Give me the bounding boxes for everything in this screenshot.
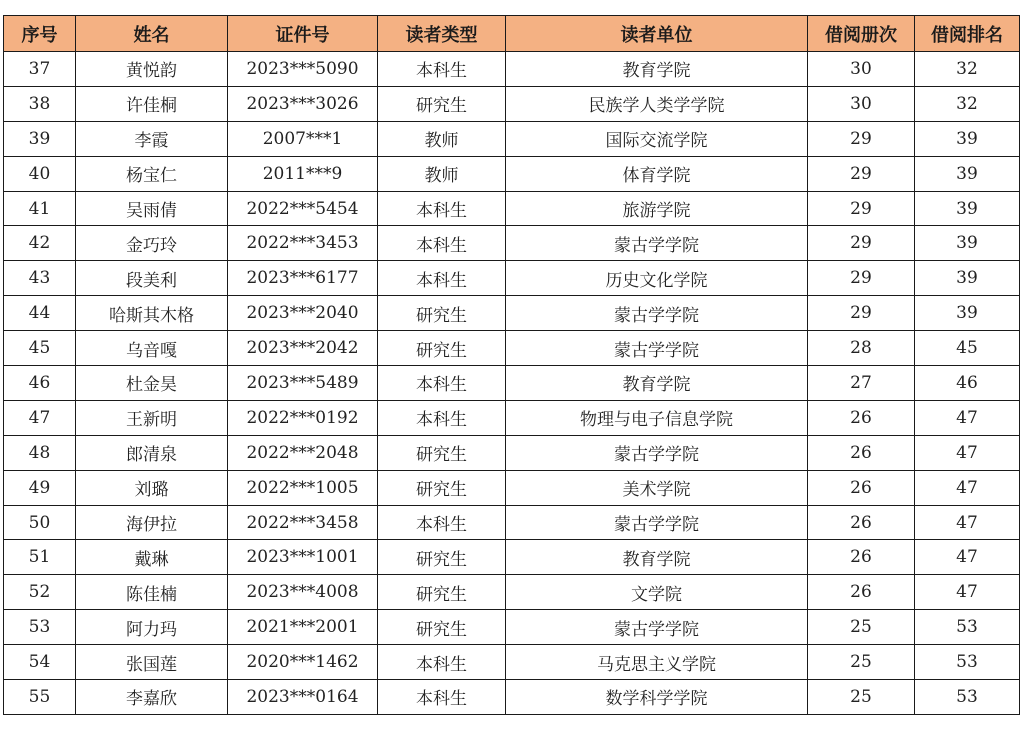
cell-serial: 45 <box>4 331 76 366</box>
cell-borrow-count: 26 <box>808 470 915 505</box>
cell-id-number: 2022***2048 <box>228 435 378 470</box>
cell-id-number: 2023***6177 <box>228 261 378 296</box>
cell-name: 黄悦韵 <box>76 52 228 87</box>
cell-id-number: 2023***3026 <box>228 86 378 121</box>
cell-serial: 49 <box>4 470 76 505</box>
header-row <box>4 16 1020 52</box>
cell-reader-unit: 蒙古学学院 <box>506 296 808 331</box>
cell-name: 段美利 <box>76 261 228 296</box>
cell-reader-type: 研究生 <box>378 470 506 505</box>
cell-reader-type: 本科生 <box>378 680 506 715</box>
cell-name: 杜金昊 <box>76 366 228 401</box>
cell-name: 许佳桐 <box>76 86 228 121</box>
cell-borrow-count: 30 <box>808 86 915 121</box>
cell-reader-unit: 旅游学院 <box>506 191 808 226</box>
cell-borrow-rank: 47 <box>915 505 1020 540</box>
cell-serial: 54 <box>4 645 76 680</box>
cell-reader-unit: 国际交流学院 <box>506 121 808 156</box>
cell-borrow-rank: 53 <box>915 680 1020 715</box>
cell-borrow-rank: 32 <box>915 86 1020 121</box>
cell-name: 哈斯其木格 <box>76 296 228 331</box>
cell-name: 海伊拉 <box>76 505 228 540</box>
cell-serial: 52 <box>4 575 76 610</box>
cell-reader-unit: 蒙古学学院 <box>506 331 808 366</box>
cell-borrow-rank: 32 <box>915 52 1020 87</box>
cell-id-number: 2022***0192 <box>228 400 378 435</box>
cell-serial: 48 <box>4 435 76 470</box>
cell-name: 杨宝仁 <box>76 156 228 191</box>
cell-id-number: 2011***9 <box>228 156 378 191</box>
cell-reader-type: 本科生 <box>378 52 506 87</box>
cell-reader-unit: 蒙古学学院 <box>506 226 808 261</box>
cell-borrow-rank: 47 <box>915 540 1020 575</box>
cell-reader-unit: 体育学院 <box>506 156 808 191</box>
cell-reader-unit: 美术学院 <box>506 470 808 505</box>
cell-id-number: 2022***5454 <box>228 191 378 226</box>
cell-serial: 50 <box>4 505 76 540</box>
cell-serial: 37 <box>4 52 76 87</box>
cell-borrow-count: 26 <box>808 540 915 575</box>
cell-borrow-count: 30 <box>808 52 915 87</box>
cell-name: 李嘉欣 <box>76 680 228 715</box>
cell-reader-unit: 教育学院 <box>506 540 808 575</box>
cell-serial: 53 <box>4 610 76 645</box>
cell-reader-unit: 民族学人类学学院 <box>506 86 808 121</box>
cell-reader-type: 研究生 <box>378 331 506 366</box>
table-row <box>4 226 1020 261</box>
cell-id-number: 2023***1001 <box>228 540 378 575</box>
cell-borrow-count: 28 <box>808 331 915 366</box>
cell-name: 金巧玲 <box>76 226 228 261</box>
cell-borrow-rank: 46 <box>915 366 1020 401</box>
cell-reader-type: 本科生 <box>378 645 506 680</box>
cell-reader-unit: 蒙古学学院 <box>506 610 808 645</box>
cell-reader-unit: 马克思主义学院 <box>506 645 808 680</box>
cell-reader-unit: 历史文化学院 <box>506 261 808 296</box>
cell-reader-type: 本科生 <box>378 191 506 226</box>
cell-serial: 44 <box>4 296 76 331</box>
cell-borrow-rank: 47 <box>915 400 1020 435</box>
cell-reader-type: 本科生 <box>378 261 506 296</box>
table-row <box>4 680 1020 715</box>
table-row <box>4 366 1020 401</box>
cell-reader-unit: 物理与电子信息学院 <box>506 400 808 435</box>
cell-reader-type: 教师 <box>378 156 506 191</box>
cell-serial: 51 <box>4 540 76 575</box>
cell-id-number: 2023***5090 <box>228 52 378 87</box>
table-row <box>4 121 1020 156</box>
table-body <box>4 52 1020 715</box>
cell-name: 阿力玛 <box>76 610 228 645</box>
cell-borrow-rank: 45 <box>915 331 1020 366</box>
cell-id-number: 2023***2040 <box>228 296 378 331</box>
cell-id-number: 2022***1005 <box>228 470 378 505</box>
table-row <box>4 470 1020 505</box>
table-row <box>4 400 1020 435</box>
header-reader-type: 读者类型 <box>378 16 506 52</box>
cell-serial: 41 <box>4 191 76 226</box>
cell-borrow-count: 29 <box>808 296 915 331</box>
table-row <box>4 575 1020 610</box>
cell-borrow-count: 29 <box>808 121 915 156</box>
cell-borrow-rank: 47 <box>915 470 1020 505</box>
cell-serial: 38 <box>4 86 76 121</box>
header-name: 姓名 <box>76 16 228 52</box>
cell-name: 张国莲 <box>76 645 228 680</box>
cell-serial: 39 <box>4 121 76 156</box>
cell-id-number: 2022***3453 <box>228 226 378 261</box>
cell-reader-type: 本科生 <box>378 226 506 261</box>
cell-name: 陈佳楠 <box>76 575 228 610</box>
cell-name: 刘璐 <box>76 470 228 505</box>
cell-borrow-count: 26 <box>808 505 915 540</box>
cell-reader-type: 研究生 <box>378 86 506 121</box>
cell-reader-unit: 蒙古学学院 <box>506 435 808 470</box>
cell-name: 乌音嘎 <box>76 331 228 366</box>
cell-name: 戴琳 <box>76 540 228 575</box>
cell-id-number: 2023***2042 <box>228 331 378 366</box>
cell-id-number: 2023***5489 <box>228 366 378 401</box>
cell-borrow-rank: 39 <box>915 296 1020 331</box>
table-row <box>4 645 1020 680</box>
table-row <box>4 435 1020 470</box>
table-row <box>4 86 1020 121</box>
cell-borrow-rank: 39 <box>915 261 1020 296</box>
table-row <box>4 296 1020 331</box>
cell-borrow-rank: 47 <box>915 435 1020 470</box>
cell-reader-type: 本科生 <box>378 505 506 540</box>
cell-serial: 55 <box>4 680 76 715</box>
cell-name: 郎清泉 <box>76 435 228 470</box>
cell-serial: 43 <box>4 261 76 296</box>
table-row <box>4 191 1020 226</box>
borrowing-ranking-table <box>3 15 1020 715</box>
cell-serial: 40 <box>4 156 76 191</box>
cell-reader-unit: 教育学院 <box>506 52 808 87</box>
cell-name: 王新明 <box>76 400 228 435</box>
table-row <box>4 540 1020 575</box>
cell-id-number: 2022***3458 <box>228 505 378 540</box>
table-row <box>4 156 1020 191</box>
cell-borrow-count: 29 <box>808 226 915 261</box>
cell-borrow-rank: 39 <box>915 226 1020 261</box>
cell-borrow-count: 25 <box>808 645 915 680</box>
cell-serial: 42 <box>4 226 76 261</box>
cell-id-number: 2021***2001 <box>228 610 378 645</box>
table-row <box>4 261 1020 296</box>
cell-borrow-count: 25 <box>808 610 915 645</box>
cell-borrow-count: 25 <box>808 680 915 715</box>
cell-reader-type: 研究生 <box>378 435 506 470</box>
cell-borrow-count: 26 <box>808 435 915 470</box>
header-reader-unit: 读者单位 <box>506 16 808 52</box>
cell-borrow-rank: 47 <box>915 575 1020 610</box>
header-serial: 序号 <box>4 16 76 52</box>
cell-id-number: 2023***4008 <box>228 575 378 610</box>
table-row <box>4 505 1020 540</box>
cell-serial: 47 <box>4 400 76 435</box>
cell-reader-type: 研究生 <box>378 610 506 645</box>
cell-reader-type: 本科生 <box>378 366 506 401</box>
header-borrow-rank: 借阅排名 <box>915 16 1020 52</box>
cell-reader-type: 研究生 <box>378 296 506 331</box>
cell-borrow-count: 26 <box>808 575 915 610</box>
cell-borrow-count: 27 <box>808 366 915 401</box>
cell-borrow-rank: 39 <box>915 121 1020 156</box>
cell-name: 李霞 <box>76 121 228 156</box>
header-borrow-count: 借阅册次 <box>808 16 915 52</box>
cell-reader-unit: 数学科学学院 <box>506 680 808 715</box>
cell-borrow-count: 29 <box>808 261 915 296</box>
table-row <box>4 610 1020 645</box>
cell-id-number: 2007***1 <box>228 121 378 156</box>
cell-borrow-rank: 39 <box>915 191 1020 226</box>
cell-borrow-rank: 39 <box>915 156 1020 191</box>
cell-reader-type: 本科生 <box>378 400 506 435</box>
cell-reader-unit: 蒙古学学院 <box>506 505 808 540</box>
cell-serial: 46 <box>4 366 76 401</box>
cell-reader-unit: 教育学院 <box>506 366 808 401</box>
cell-borrow-rank: 53 <box>915 610 1020 645</box>
cell-reader-unit: 文学院 <box>506 575 808 610</box>
cell-borrow-count: 29 <box>808 191 915 226</box>
cell-borrow-count: 26 <box>808 400 915 435</box>
header-id-number: 证件号 <box>228 16 378 52</box>
cell-borrow-rank: 53 <box>915 645 1020 680</box>
cell-reader-type: 教师 <box>378 121 506 156</box>
cell-borrow-count: 29 <box>808 156 915 191</box>
cell-id-number: 2023***0164 <box>228 680 378 715</box>
cell-reader-type: 研究生 <box>378 540 506 575</box>
cell-id-number: 2020***1462 <box>228 645 378 680</box>
table-row <box>4 331 1020 366</box>
cell-reader-type: 研究生 <box>378 575 506 610</box>
table-row <box>4 52 1020 87</box>
cell-name: 吴雨倩 <box>76 191 228 226</box>
